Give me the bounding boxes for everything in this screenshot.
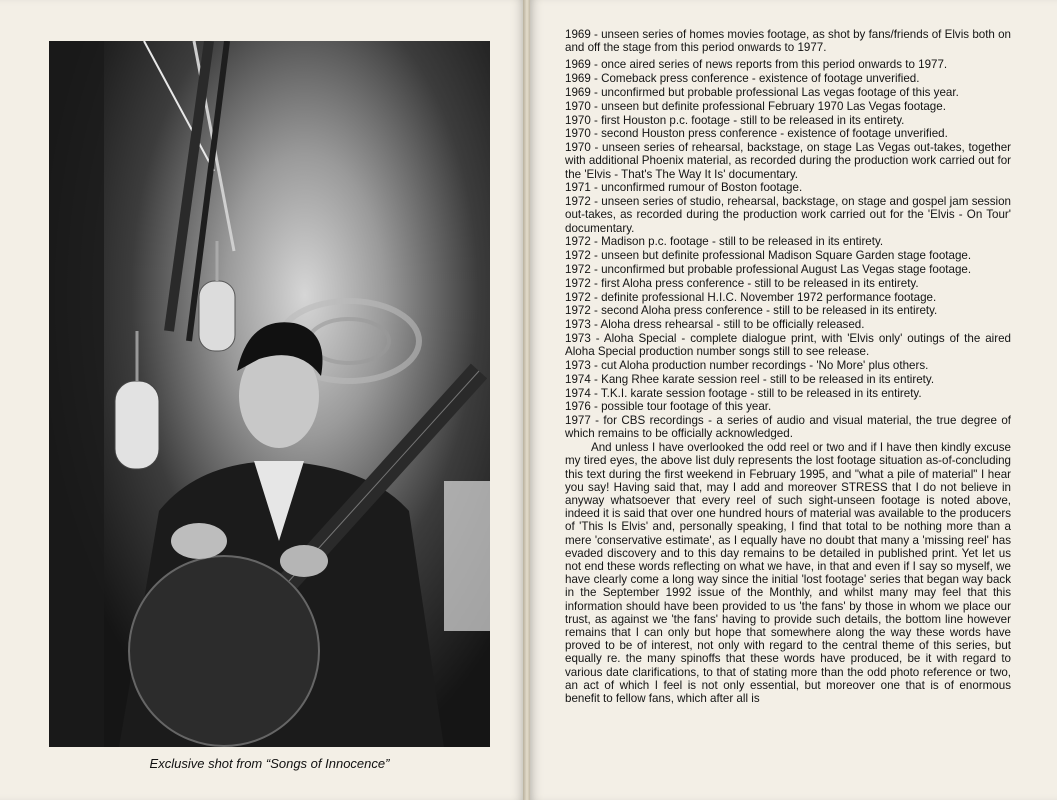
list-item: 1974 - T.K.I. karate session footage - still to be released in its entirety.	[565, 386, 922, 400]
list-item: 1972 - unseen series of studio, rehearsal, backstage, on stage and gospel jam session out-takes, as recorded during the production work carried out for the 'Elvis - On Tour' documentary.	[565, 195, 1011, 235]
list-item: 1972 - second Aloha press conference - still to be released in its entirety.	[565, 304, 938, 318]
list-item: 1969 - unseen series of homes movies footage, as shot by fans/friends of Elvis both on and off the stage from this period onwards to 1977.	[565, 28, 1011, 55]
list-item: 1970 - unseen but definite professional February 1970 Las Vegas footage.	[565, 99, 946, 113]
list-item: 1973 - cut Aloha production number recordings - 'No More' plus others.	[565, 358, 929, 372]
elvis-studio-photo	[49, 41, 490, 747]
list-item: 1969 - unconfirmed but probable professional Las vegas footage of this year.	[565, 86, 959, 99]
list-item: 1969 - Comeback press conference - existence of footage unverified.	[565, 72, 920, 86]
list-item: 1972 - unconfirmed but probable professional August Las Vegas stage footage.	[565, 262, 972, 276]
list-item: 1976 - possible tour footage of this year.	[565, 400, 772, 414]
list-item: 1972 - Madison p.c. footage - still to be released in its entirety.	[565, 235, 884, 249]
closing-paragraph: And unless I have overlooked the odd reel or two and if I have then kindly excuse my tired eyes, the above list duly represents the lost footage situation as-of-concluding this text during the first weekend in February 1995, and "what a pile of material" I hear you say! Having said that, may I add and moreover STRESS that I do not believe in anyway whatsoever that every reel of such sight-unseen footage is noted above, indeed it is said that over one hundred hours of material was available to the producers of 'This Is Elvis' and, personally speaking, I find that total to be nothing more than a mere 'conservative estimate', as I equally have no doubt that many a 'missing reel' has evaded discovery and to this day remains to be detailed in published print. Yet let us not end these words reflecting on what we have, in that and even if I say so myself, we have clearly come a long way since the initial 'lost footage' series that began way back in the September 1992 issue of the Monthly, and whilst many may feel that this information should have been provided to us 'the fans' by those in whom we place our trust, as against we 'the fans' having to provide such details, the bottom line however remains that I can only but hope that somewhere along the way these words have proved to be of interest, not only with regard to the central theme of this series, but equally re. the many spinoffs that these words have produced, be it with regard to various date clarifications, to that of stating more than the odd photo reference or two, an act of which I feel is not only essential, but moreover one that is of enormous benefit to fellow fans, which after all is	[565, 441, 1011, 706]
left-page	[0, 0, 524, 800]
list-item: 1970 - unseen series of rehearsal, backstage, on stage Las Vegas out-takes, together with additional Phoenix material, as recorded during the production work carried out for the 'Elvis - That's The Way It Is' documentary.	[565, 141, 1011, 181]
list-item: 1971 - unconfirmed rumour of Boston footage.	[565, 181, 803, 195]
list-item: 1972 - unseen but definite professional Madison Square Garden stage footage.	[565, 249, 972, 263]
list-item: 1972 - first Aloha press conference - still to be released in its entirety.	[565, 276, 919, 290]
list-item: 1973 - Aloha dress rehearsal - still to be officially released.	[565, 318, 865, 332]
photo-caption: Exclusive shot from “Songs of Innocence”	[149, 756, 390, 771]
lost-footage-list	[565, 28, 1011, 705]
photo-illustration	[49, 41, 490, 747]
list-item: 1973 - Aloha Special - complete dialogue print, with 'Elvis only' outings of the aired Aloha Special production number songs still to see release.	[565, 331, 1011, 359]
list-item: 1970 - second Houston press conference - existence of footage unverified.	[565, 127, 948, 141]
list-item: 1977 - for CBS recordings - a series of audio and visual material, the true degree of which remains to be officially acknowledged.	[565, 414, 1011, 441]
list-item: 1969 - once aired series of news reports from this period onwards to 1977.	[565, 58, 948, 72]
list-item: 1970 - first Houston p.c. footage - still to be released in its entirety.	[565, 113, 905, 127]
list-item: 1974 - Kang Rhee karate session reel - still to be released in its entirety.	[565, 372, 935, 386]
list-item: 1972 - definite professional H.I.C. November 1972 performance footage.	[565, 290, 937, 304]
